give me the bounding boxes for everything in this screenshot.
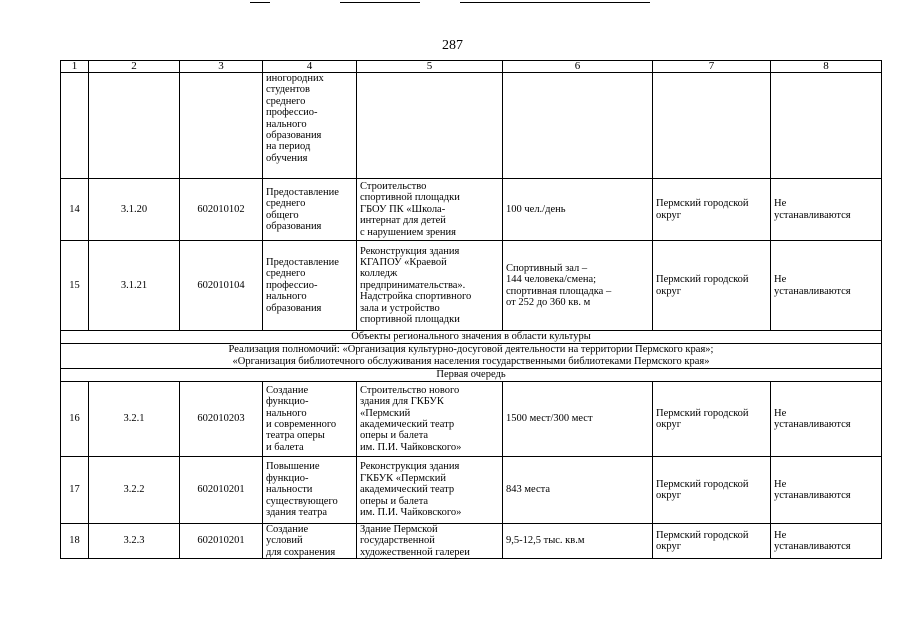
object-capacity <box>503 457 653 524</box>
object-purpose-line: образования <box>266 220 322 232</box>
table-row <box>61 382 882 457</box>
zone-restrictions <box>771 457 882 524</box>
object-name-line: ГКБУК «Пермский <box>360 472 447 484</box>
zone-restrictions-line: Не <box>774 478 787 490</box>
scan-top-line <box>460 2 650 3</box>
empty-cell <box>771 73 882 179</box>
object-purpose-line: Создание <box>266 384 309 396</box>
column-number: 8 <box>771 61 882 73</box>
zone-restrictions-line: Не <box>774 407 787 419</box>
object-name-line: оперы и балета <box>360 430 429 442</box>
object-name-line: государственной <box>360 535 435 547</box>
column-number: 5 <box>357 61 503 73</box>
object-name-line: академический театр <box>360 484 455 496</box>
object-purpose-line: среднего <box>266 268 306 280</box>
object-code: 3.1.20 <box>89 179 180 241</box>
object-name <box>357 524 503 559</box>
object-name-line: им. П.И. Чайковского» <box>360 507 462 519</box>
budget-code: 602010203 <box>180 382 263 457</box>
empty-cell <box>653 73 771 179</box>
empty-cell <box>61 73 89 179</box>
object-capacity-line: 9,5-12,5 тыс. кв.м <box>506 535 585 547</box>
object-name-line: спортивной площадки <box>360 314 460 326</box>
zone-restrictions-line: Не <box>774 529 787 541</box>
object-code: 3.2.2 <box>89 457 180 524</box>
object-location-line: округ <box>656 285 682 297</box>
object-name-line: здания для ГКБУК <box>360 396 444 408</box>
table-row <box>61 457 882 524</box>
object-name-line: зала и устройство <box>360 302 440 314</box>
zone-restrictions-line: Не <box>774 198 787 210</box>
object-name-line: Строительство <box>360 180 427 192</box>
object-name <box>357 457 503 524</box>
object-purpose-line: Предоставление <box>266 256 339 268</box>
object-purpose-line: существующего <box>266 495 338 507</box>
object-name-line: интернат для детей <box>360 215 446 227</box>
object-name-line: Надстройка спортивного <box>360 291 472 303</box>
object-purpose-line: и современного <box>266 419 337 430</box>
object-name-line: с нарушением зрения <box>360 226 456 238</box>
table-row <box>61 241 882 331</box>
object-name-line: художественной галереи <box>360 546 470 558</box>
zone-restrictions <box>771 382 882 457</box>
object-purpose-line: Предоставление <box>266 186 339 198</box>
object-purpose <box>263 73 357 179</box>
object-location-line: Пермский городской <box>656 478 749 490</box>
row-number: 14 <box>61 179 89 241</box>
zone-restrictions <box>771 241 882 331</box>
object-location-line: округ <box>656 490 682 501</box>
object-purpose <box>263 457 357 524</box>
object-purpose-line: для сохранения <box>266 546 336 558</box>
object-name <box>357 382 503 457</box>
object-purpose-line: Создание <box>266 524 309 535</box>
empty-cell <box>180 73 263 179</box>
scan-top-line <box>250 2 270 3</box>
zone-restrictions <box>771 179 882 241</box>
object-purpose-line: на период <box>266 141 311 153</box>
object-purpose-line: здания театра <box>266 507 328 519</box>
object-purpose-line: нального <box>266 407 307 419</box>
column-number: 2 <box>89 61 180 73</box>
object-purpose-line: нальности <box>266 484 313 496</box>
zone-restrictions-line: устанавливаются <box>774 490 851 501</box>
object-name-line: академический театр <box>360 419 455 430</box>
zone-restrictions-line: устанавливаются <box>774 419 851 430</box>
object-name-line: Реконструкция здания <box>360 245 460 257</box>
object-name <box>357 241 503 331</box>
object-purpose <box>263 382 357 457</box>
object-location <box>653 382 771 457</box>
object-purpose-line: театра оперы <box>266 430 325 442</box>
zone-restrictions <box>771 524 882 559</box>
column-numbers-row <box>61 61 882 73</box>
budget-code: 602010201 <box>180 524 263 559</box>
table-row <box>61 524 882 559</box>
table-row <box>61 179 882 241</box>
powers-text-line: Реализация полномочий: «Организация культурно-досуговой деятельности на территории Пермского края»; <box>228 344 714 355</box>
object-location-line: Пермский городской <box>656 198 749 210</box>
object-purpose-line: и балета <box>266 441 304 453</box>
object-name-line: им. П.И. Чайковского» <box>360 441 462 453</box>
object-location <box>653 179 771 241</box>
object-name-line: ГБОУ ПК «Школа- <box>360 203 446 215</box>
object-purpose-line: среднего <box>266 198 306 210</box>
object-location <box>653 524 771 559</box>
object-purpose-line: общего <box>266 209 299 221</box>
object-purpose <box>263 241 357 331</box>
zone-restrictions-line: устанавливаются <box>774 541 851 553</box>
object-location <box>653 241 771 331</box>
empty-cell <box>357 73 503 179</box>
budget-code: 602010102 <box>180 179 263 241</box>
queue-label-row <box>61 369 882 382</box>
budget-code: 602010201 <box>180 457 263 524</box>
object-location-line: Пермский городской <box>656 274 749 286</box>
object-purpose <box>263 179 357 241</box>
object-capacity-line: 144 человека/смена; <box>506 274 597 286</box>
object-name-line: спортивной площадки <box>360 192 460 204</box>
zone-restrictions-line: устанавливаются <box>774 285 851 297</box>
object-name <box>357 179 503 241</box>
object-purpose-line: образования <box>266 302 322 314</box>
object-name-line: Строительство нового <box>360 384 460 396</box>
object-location-line: округ <box>656 541 682 553</box>
object-name-line: «Пермский <box>360 407 411 419</box>
section-title: Объекты регионального значения в области культуры <box>61 331 882 344</box>
empty-cell <box>503 73 653 179</box>
object-capacity <box>503 179 653 241</box>
object-purpose-line: профессио- <box>266 107 318 119</box>
object-purpose-line: иногородних <box>266 73 324 84</box>
column-number: 7 <box>653 61 771 73</box>
object-capacity-line: 100 чел./день <box>506 203 566 215</box>
zone-restrictions-line: Не <box>774 274 787 286</box>
object-location-line: Пермский городской <box>656 529 749 541</box>
object-capacity <box>503 524 653 559</box>
object-purpose-line: среднего <box>266 95 306 107</box>
column-number: 1 <box>61 61 89 73</box>
object-purpose-line: условий <box>266 535 303 547</box>
object-code: 3.2.1 <box>89 382 180 457</box>
object-location <box>653 457 771 524</box>
powers-text <box>61 344 882 369</box>
powers-text-line: «Организация библиотечного обслуживания населения государственными библиотеками Пермского края» <box>232 356 710 367</box>
object-purpose-line: студентов <box>266 84 310 96</box>
row-number: 18 <box>61 524 89 559</box>
continuation-row <box>61 73 882 179</box>
scan-top-line <box>340 2 420 3</box>
object-code: 3.1.21 <box>89 241 180 331</box>
object-location-line: округ <box>656 209 682 221</box>
zone-restrictions-line: устанавливаются <box>774 209 851 221</box>
object-name-line: оперы и балета <box>360 495 429 507</box>
object-name-line: колледж <box>360 268 398 280</box>
object-purpose-line: функцио- <box>266 396 309 408</box>
object-capacity-line: 1500 мест/300 мест <box>506 413 593 425</box>
object-purpose-line: обучения <box>266 152 308 164</box>
object-capacity-line: 843 места <box>506 484 550 496</box>
object-code: 3.2.3 <box>89 524 180 559</box>
object-name-line: КГАПОУ «Краевой <box>360 256 447 268</box>
object-purpose-line: Повышение <box>266 461 320 473</box>
powers-text-row <box>61 344 882 369</box>
object-purpose-line: образования <box>266 130 322 142</box>
column-number: 6 <box>503 61 653 73</box>
queue-label: Первая очередь <box>61 369 882 382</box>
object-purpose-line: функцио- <box>266 472 309 484</box>
object-capacity-line: Спортивный зал – <box>506 262 588 274</box>
object-capacity <box>503 241 653 331</box>
section-title-row <box>61 331 882 344</box>
budget-code: 602010104 <box>180 241 263 331</box>
object-purpose-line: нального <box>266 118 307 130</box>
object-purpose-line: профессио- <box>266 279 318 291</box>
object-capacity-line: спортивная площадка – <box>506 285 612 297</box>
object-purpose-line: нального <box>266 291 307 303</box>
column-number: 3 <box>180 61 263 73</box>
page-number: 287 <box>442 38 463 53</box>
object-name-line: предпринимательства». <box>360 279 466 291</box>
object-location-line: округ <box>656 419 682 430</box>
object-capacity-line: от 252 до 360 кв. м <box>506 296 591 308</box>
objects-table <box>60 60 882 559</box>
row-number: 16 <box>61 382 89 457</box>
object-name-line: Реконструкция здания <box>360 461 460 473</box>
row-number: 15 <box>61 241 89 331</box>
object-capacity <box>503 382 653 457</box>
column-number: 4 <box>263 61 357 73</box>
empty-cell <box>89 73 180 179</box>
object-location-line: Пермский городской <box>656 407 749 419</box>
row-number: 17 <box>61 457 89 524</box>
object-name-line: Здание Пермской <box>360 524 438 535</box>
object-purpose <box>263 524 357 559</box>
